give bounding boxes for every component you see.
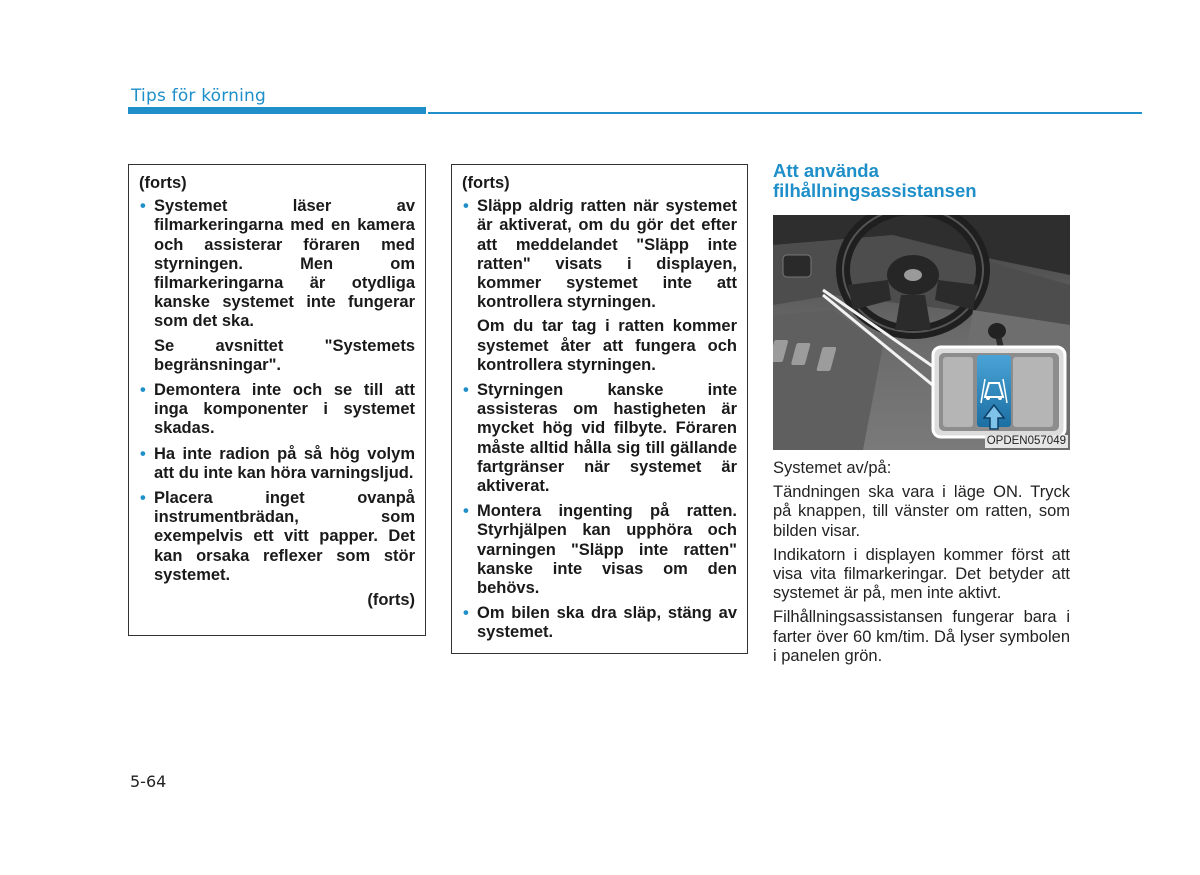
caution-text: Placera inget ovanpå instrumentbrädan, som exempelvis ett vitt papper. Det kan orsaka reflexer som stör systemet. (154, 489, 415, 584)
section-title (773, 161, 1073, 201)
caution-text: Systemet läser av filmarkeringarna med en kamera och assisterar föraren med styrningen. Men om filmarkeringarna är otydliga kanske systemet inte fungerar som det ska. (154, 197, 415, 331)
caution-box-middle (451, 164, 748, 654)
continued-label-end: (forts) (367, 591, 415, 610)
caution-text: Släpp aldrig ratten när systemet är aktiverat, om du gör det efter att meddelandet "Släpp inte ratten" visats i displayen, kommer systemet inte att kontrollera styrningen. (477, 197, 737, 312)
header-rule-thin (428, 112, 1142, 114)
continued-label: (forts) (462, 174, 510, 192)
paragraph: Systemet av/på: (773, 459, 892, 477)
dashboard-illustration (773, 215, 1070, 450)
caution-item: • Styrningen kanske inte assisteras om hastigheten är mycket hög vid filbyte. Föraren måste alltid hålla sig till gällande fartgränser när systemet är aktiverat. (463, 381, 737, 496)
caution-text: Se avsnittet "Systemets begränsningar". (154, 336, 415, 374)
caution-item: • Om bilen ska dra släp, stäng av systemet. (463, 604, 737, 642)
image-code: OPDEN057049 (986, 435, 1066, 447)
page-number: 5-64 (130, 772, 167, 791)
paragraph: Indikatorn i displayen kommer först att visa vita filmarkeringar. Det betyder att systemet är på, men inte aktivt. (773, 545, 1070, 603)
caution-text: Ha inte radion på så hög volym att du inte kan höra varningsljud. (154, 444, 415, 482)
caution-item: • Systemet läser av filmarkeringarna med en kamera och assisterar föraren med styrningen. Men om filmarkeringarna är otydliga kanske systemet inte fungerar som det ska. Se avsnittet "Systemets begränsningar". (140, 197, 415, 374)
caution-item: • Släpp aldrig ratten när systemet är aktiverat, om du gör det efter att meddelandet "Släpp inte ratten" visats i displayen, kommer systemet inte att kontrollera styrningen. Om du tar tag i ratten kommer systemet åter att fungera och kontrollera styrningen. (463, 197, 737, 374)
section-header: Tips för körning (131, 86, 267, 106)
caution-text: Om bilen ska dra släp, stäng av systemet. (477, 604, 737, 642)
caution-item: • Montera ingenting på ratten. Styrhjälpen kan upphöra och varningen "Släpp inte ratten" kanske inte visas om den behövs. (463, 502, 737, 598)
caution-text: Om du tar tag i ratten kommer systemet åter att fungera och kontrollera styrningen. (477, 317, 737, 374)
section-title-line: Att använda (773, 160, 879, 181)
caution-text: Montera ingenting på ratten. Styrhjälpen kan upphöra och varningen "Släpp inte ratten" kanske inte visas om den behövs. (477, 502, 737, 598)
caution-item: • Ha inte radion på så hög volym att du inte kan höra varningsljud. (140, 444, 415, 482)
caution-item: • Placera inget ovanpå instrumentbrädan, som exempelvis ett vitt papper. Det kan orsaka reflexer som stör systemet. (140, 489, 415, 584)
caution-item: • Demontera inte och se till att inga komponenter i systemet skadas. (140, 381, 415, 438)
body-text (773, 459, 1070, 671)
continued-label: (forts) (139, 174, 187, 192)
paragraph: Filhållningsassistansen fungerar bara i farter över 60 km/tim. Då lyser symbolen i panelen grön. (773, 608, 1070, 665)
caution-box-left (128, 164, 426, 636)
caution-text: Styrningen kanske inte assisteras om hastigheten är mycket hög vid filbyte. Föraren måste alltid hålla sig till gällande fartgränser när systemet är aktiverat. (477, 381, 737, 496)
paragraph: Tändningen ska vara i läge ON. Tryck på knappen, till vänster om ratten, som bilden visar. (773, 483, 1070, 540)
caution-text: Demontera inte och se till att inga komponenter i systemet skadas. (154, 381, 415, 438)
dashboard-drawing (773, 215, 1070, 450)
section-title-line: filhållningsassistansen (773, 180, 977, 201)
header-rule-thick (128, 107, 426, 114)
